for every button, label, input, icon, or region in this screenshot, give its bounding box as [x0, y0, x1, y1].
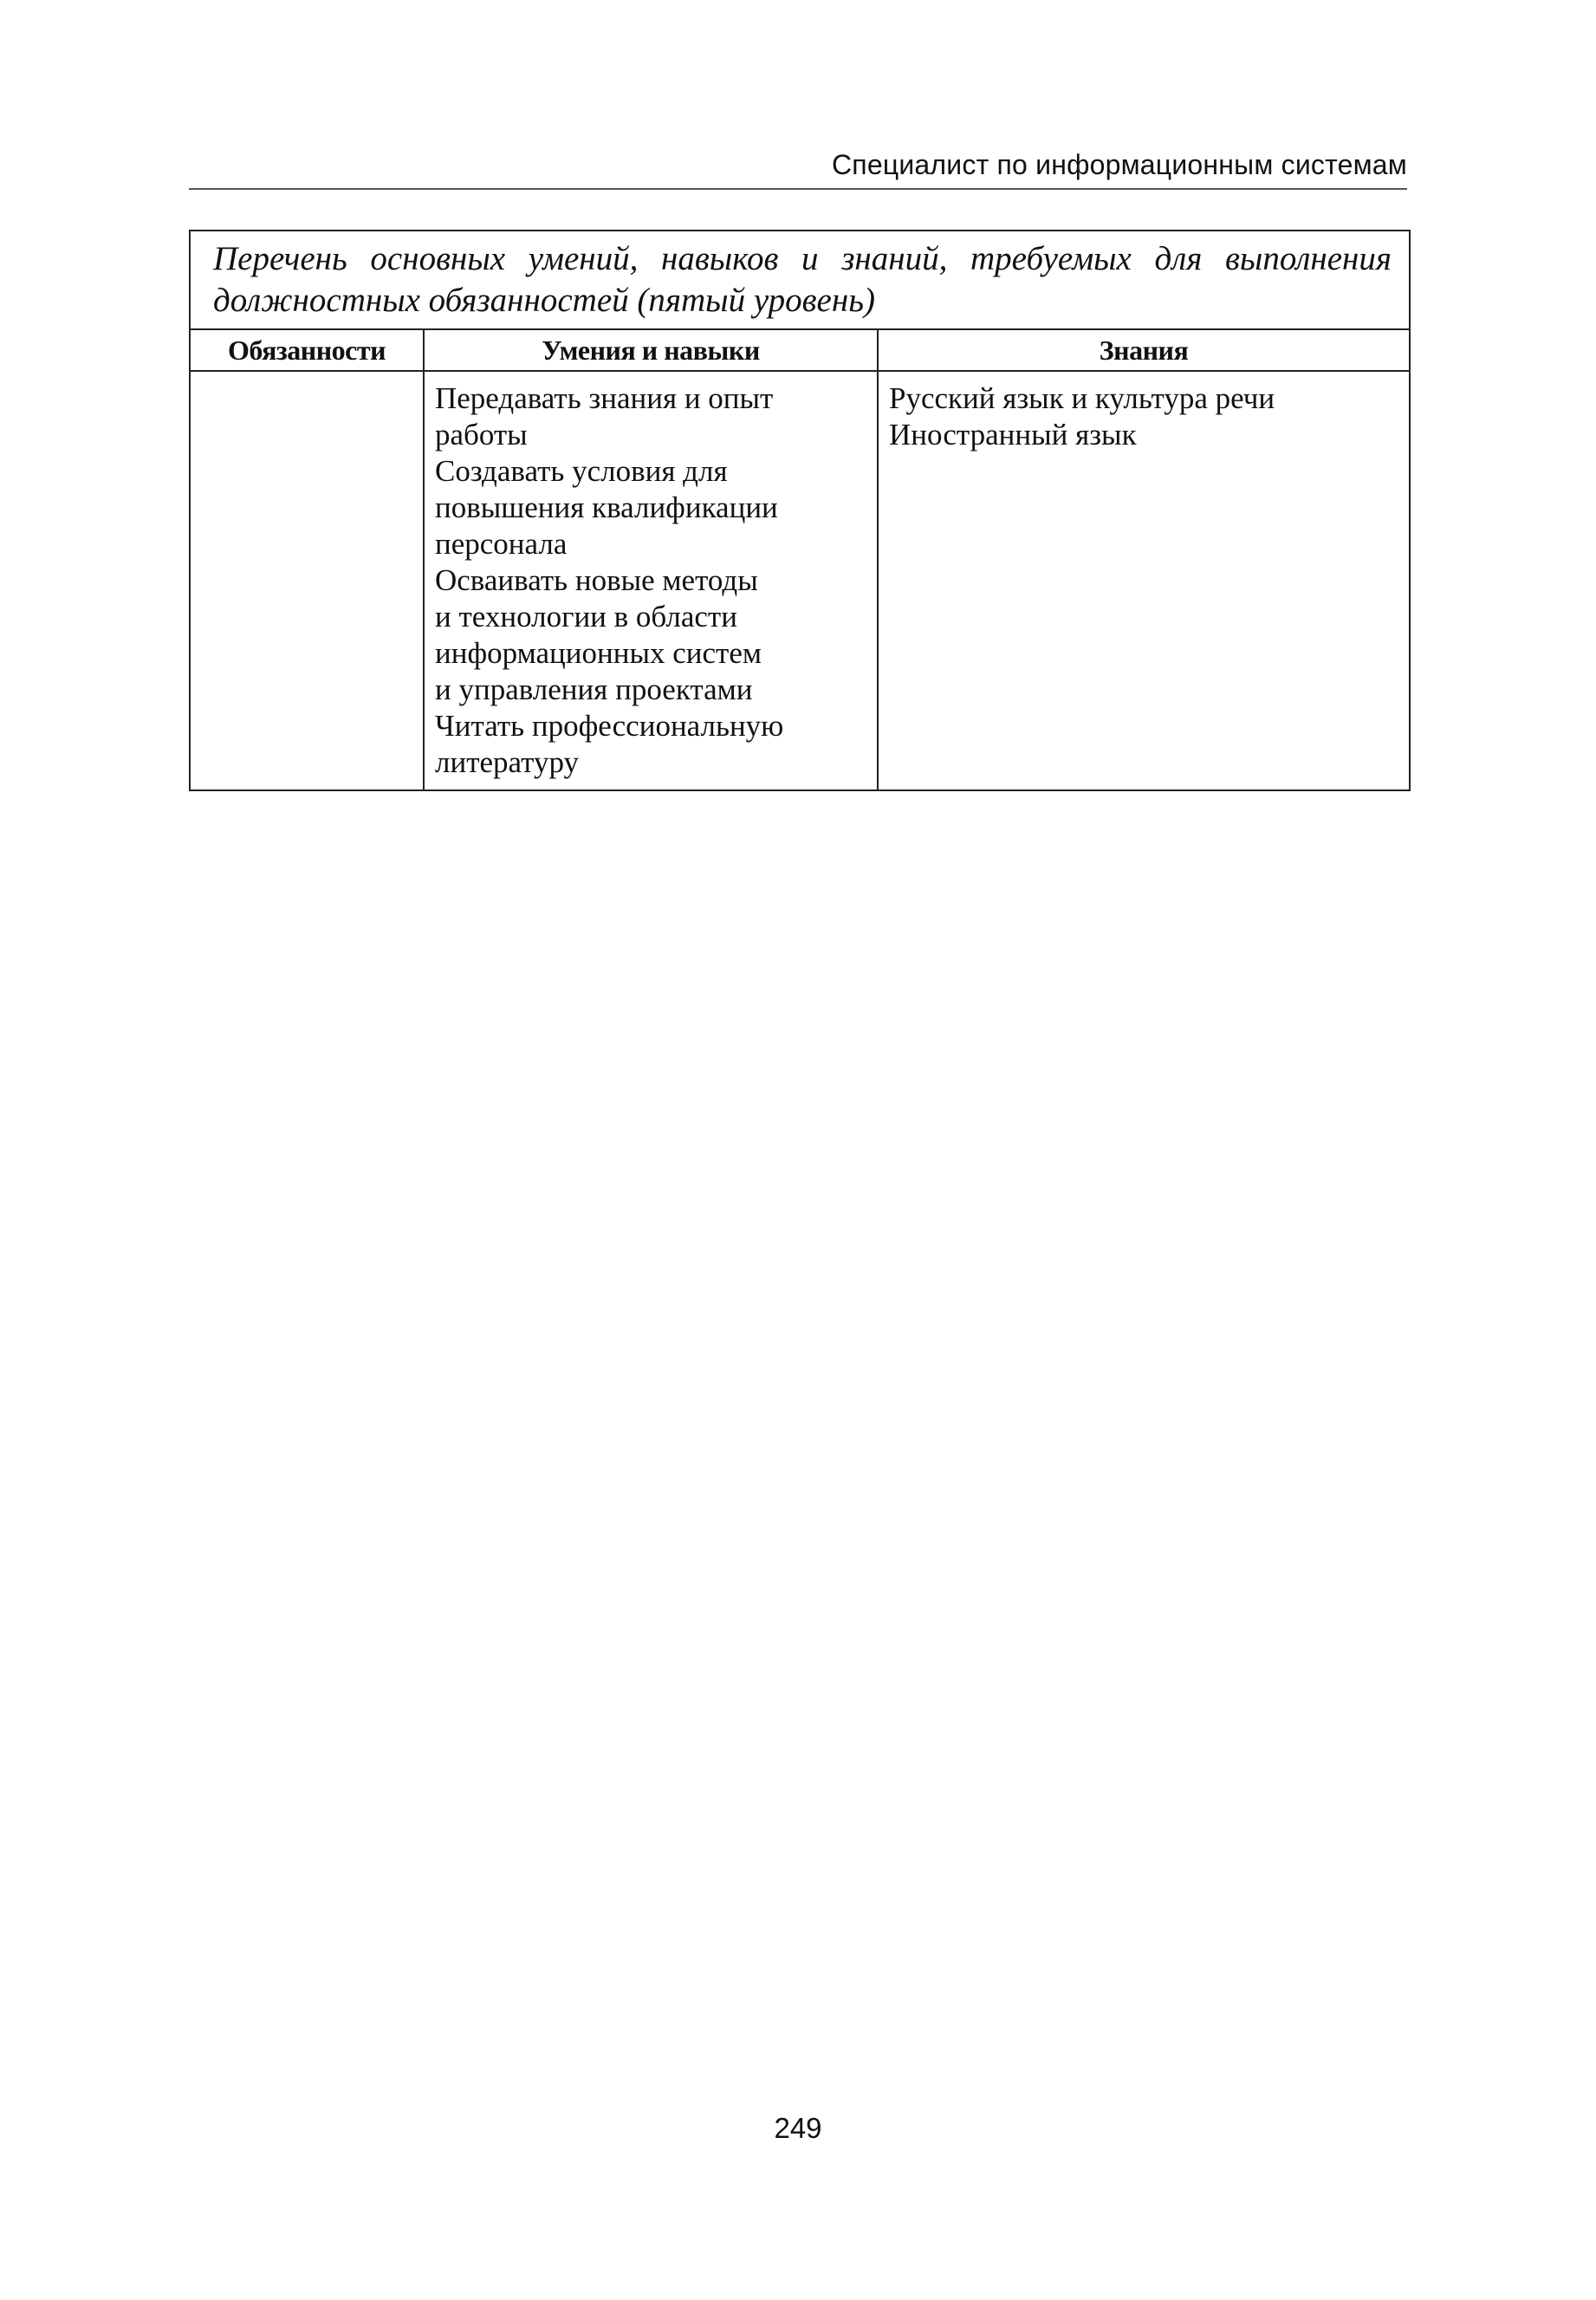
column-header-skills: Умения и навыки — [424, 329, 878, 371]
skills-line: и управления проектами — [435, 672, 753, 706]
skills-line: и технологии в области — [435, 600, 737, 633]
skills-line: литературу — [435, 745, 580, 779]
table-header-row — [190, 329, 1410, 371]
skills-cell — [424, 371, 878, 790]
skills-line: Создавать условия для — [435, 454, 728, 488]
column-header-knowledge: Знания — [878, 329, 1410, 371]
skills-line: Читать профессиональную — [435, 709, 784, 743]
skills-line: Осваивать новые методы — [435, 563, 758, 597]
table-caption: Перечень основных умений, навыков и знаний, требуемых для выполнения должностных обязанностей (пятый уровень) — [190, 231, 1410, 329]
skills-line: повышения квалификации — [435, 491, 778, 524]
duties-cell — [190, 371, 424, 790]
table-caption-row — [190, 231, 1410, 329]
skills-line: работы — [435, 418, 528, 452]
table-row — [190, 371, 1410, 790]
skills-line: информационных систем — [435, 636, 762, 670]
knowledge-line: Иностранный язык — [889, 418, 1137, 452]
header-rule — [189, 188, 1407, 190]
knowledge-cell — [878, 371, 1410, 790]
skills-line: Передавать знания и опыт — [435, 381, 774, 415]
running-title: Специалист по информационным системам — [831, 149, 1407, 180]
skills-line: персонала — [435, 527, 568, 561]
page-number: 249 — [774, 2112, 822, 2144]
skills-table — [189, 230, 1411, 791]
column-header-duties: Обязанности — [190, 329, 424, 371]
knowledge-line: Русский язык и культура речи — [889, 381, 1275, 415]
